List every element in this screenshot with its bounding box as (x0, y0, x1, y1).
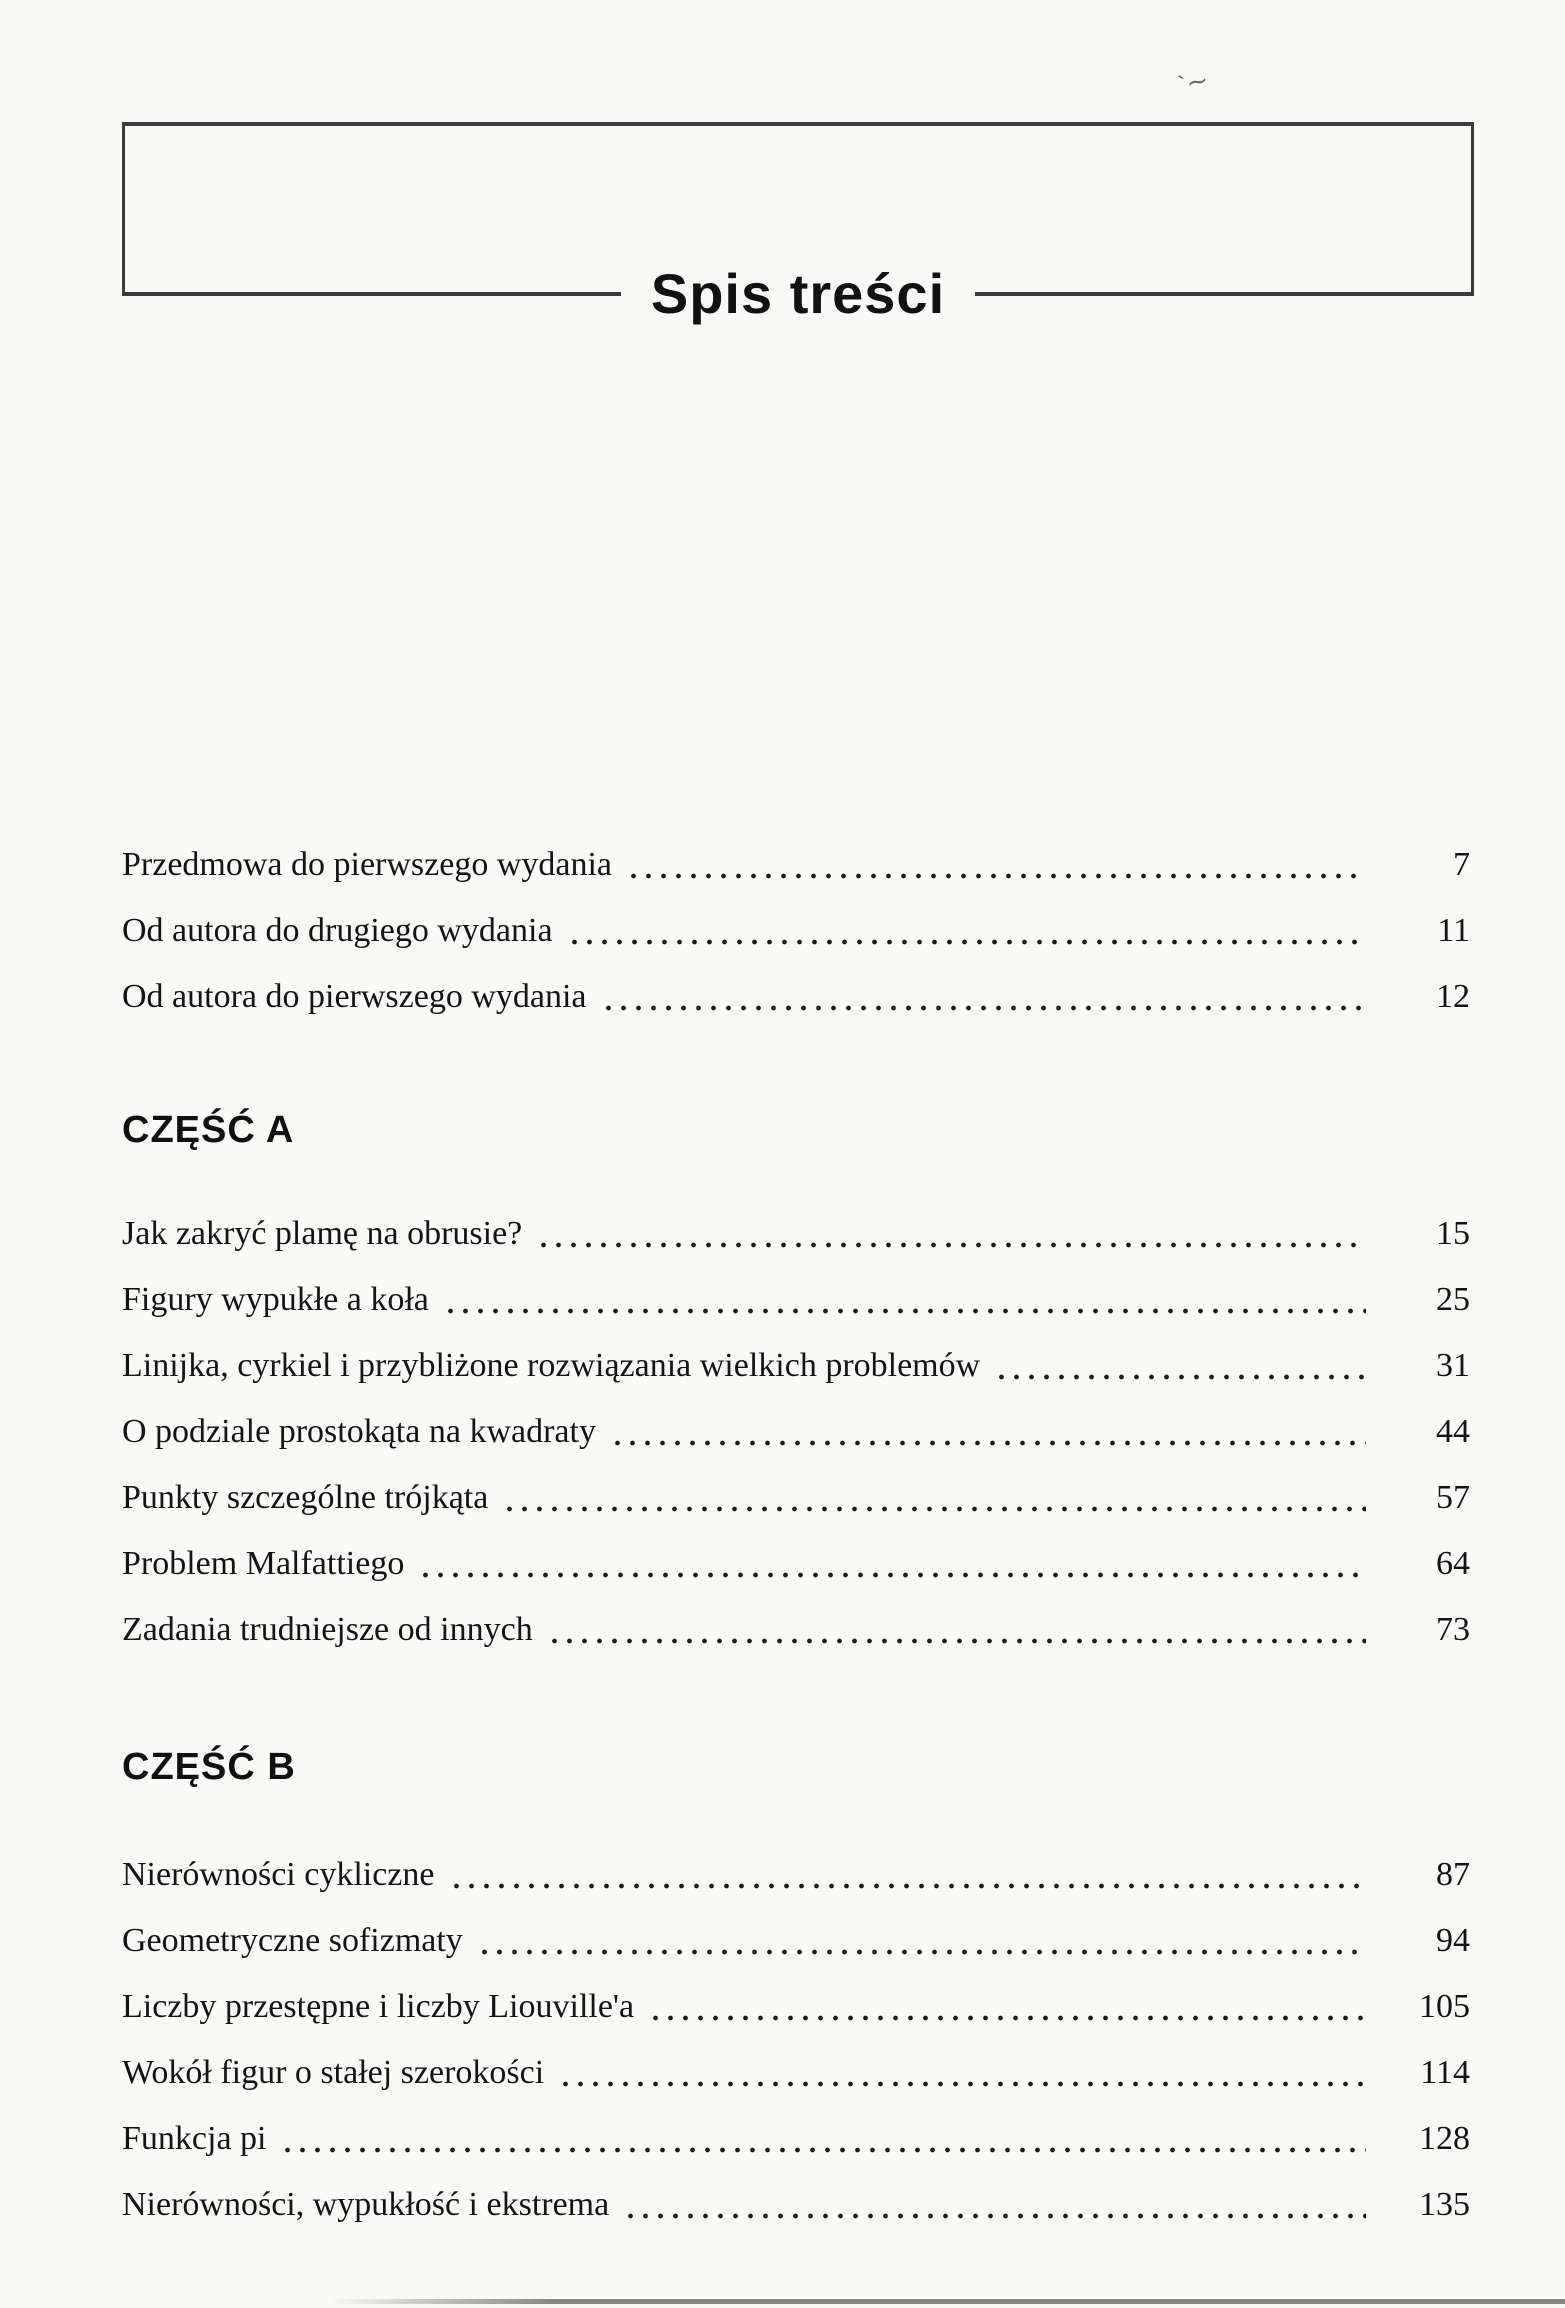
table-of-contents (122, 845, 1470, 2251)
toc-entry-label: Zadania trudniejsze od innych (122, 1611, 533, 1648)
toc-leader-dots (601, 1003, 1366, 1013)
title-row (122, 261, 1474, 326)
toc-entry-page: 105 (1419, 1988, 1470, 2025)
toc-entry-page: 44 (1436, 1413, 1470, 1450)
toc-section-b-entries (122, 1855, 1470, 2225)
toc-entry (122, 1412, 1470, 1452)
toc-entry-page: 31 (1436, 1347, 1470, 1384)
page-title: Spis treści (650, 262, 946, 325)
toc-front-matter (122, 845, 1470, 1017)
toc-section-a-entries (122, 1214, 1470, 1650)
toc-leader-dots (610, 1438, 1366, 1448)
toc-leader-dots (558, 2079, 1366, 2089)
toc-leader-dots (626, 871, 1366, 881)
section-heading: CZĘŚĆ B (122, 1746, 296, 1788)
toc-entry-label: Liczby przestępne i liczby Liouville'a (122, 1988, 635, 2025)
toc-entry-label: Problem Malfattiego (122, 1545, 405, 1582)
toc-entry-label: Punkty szczególne trójkąta (122, 1479, 489, 1516)
title-rule-right (975, 292, 1474, 296)
toc-entry-page: 7 (1453, 846, 1470, 883)
toc-entry-page: 57 (1436, 1479, 1470, 1516)
toc-entry (122, 1544, 1470, 1584)
toc-leader-dots (623, 2211, 1366, 2221)
toc-section-a (122, 1109, 1470, 1650)
toc-entry (122, 1921, 1470, 1961)
toc-leader-dots (567, 937, 1366, 947)
toc-leader-dots (477, 1947, 1366, 1957)
toc-leader-dots (449, 1881, 1367, 1891)
toc-entry-label: Jak zakryć plamę na obrusie? (122, 1215, 523, 1252)
toc-entry-page: 64 (1436, 1545, 1470, 1582)
toc-entry-page: 73 (1436, 1611, 1470, 1648)
toc-entry-page: 135 (1419, 2186, 1470, 2223)
toc-leader-dots (536, 1240, 1366, 1250)
toc-leader-dots (994, 1372, 1366, 1382)
toc-leader-dots (502, 1504, 1366, 1514)
toc-entry-label: Nierówności cykliczne (122, 1856, 435, 1893)
toc-entry (122, 911, 1470, 951)
toc-entry (122, 1214, 1470, 1254)
toc-entry-label: Od autora do drugiego wydania (122, 912, 553, 949)
toc-entry (122, 1346, 1470, 1386)
toc-entry-page: 128 (1419, 2120, 1470, 2157)
toc-entry-label: O podziale prostokąta na kwadraty (122, 1413, 596, 1450)
toc-entry (122, 2185, 1470, 2225)
toc-entry-label: Od autora do pierwszego wydania (122, 978, 587, 1015)
toc-entry (122, 2053, 1470, 2093)
scan-artifact: `∼ (1175, 65, 1212, 100)
title-rule-left (122, 292, 621, 296)
toc-leader-dots (418, 1570, 1366, 1580)
toc-entry-label: Geometryczne sofizmaty (122, 1922, 463, 1959)
toc-section-b (122, 1746, 1470, 2225)
toc-entry (122, 1478, 1470, 1518)
toc-leader-dots (443, 1306, 1366, 1316)
section-heading: CZĘŚĆ A (122, 1109, 295, 1151)
toc-entry-page: 12 (1436, 978, 1470, 1015)
toc-entry-page: 87 (1436, 1856, 1470, 1893)
scan-edge-artifact (330, 2299, 1565, 2304)
toc-entry-label: Linijka, cyrkiel i przybliżone rozwiązania wielkich problemów (122, 1347, 981, 1384)
toc-entry (122, 2119, 1470, 2159)
title-frame (122, 122, 1474, 325)
toc-entry-label: Figury wypukłe a koła (122, 1281, 429, 1318)
toc-entry-page: 15 (1436, 1215, 1470, 1252)
toc-leader-dots (648, 2013, 1366, 2023)
toc-entry-page: 25 (1436, 1281, 1470, 1318)
toc-entry (122, 1610, 1470, 1650)
toc-entry (122, 1987, 1470, 2027)
toc-entry (122, 845, 1470, 885)
toc-leader-dots (280, 2145, 1366, 2155)
toc-entry-page: 94 (1436, 1922, 1470, 1959)
toc-entry (122, 1855, 1470, 1895)
toc-leader-dots (547, 1636, 1366, 1646)
toc-entry (122, 1280, 1470, 1320)
toc-entry-label: Nierówności, wypukłość i ekstrema (122, 2186, 610, 2223)
toc-entry-label: Funkcja pi (122, 2120, 267, 2157)
toc-entry (122, 977, 1470, 1017)
toc-entry-label: Przedmowa do pierwszego wydania (122, 846, 613, 883)
toc-entry-label: Wokół figur o stałej szerokości (122, 2054, 545, 2091)
toc-entry-page: 114 (1420, 2054, 1470, 2091)
toc-entry-page: 11 (1437, 912, 1470, 949)
